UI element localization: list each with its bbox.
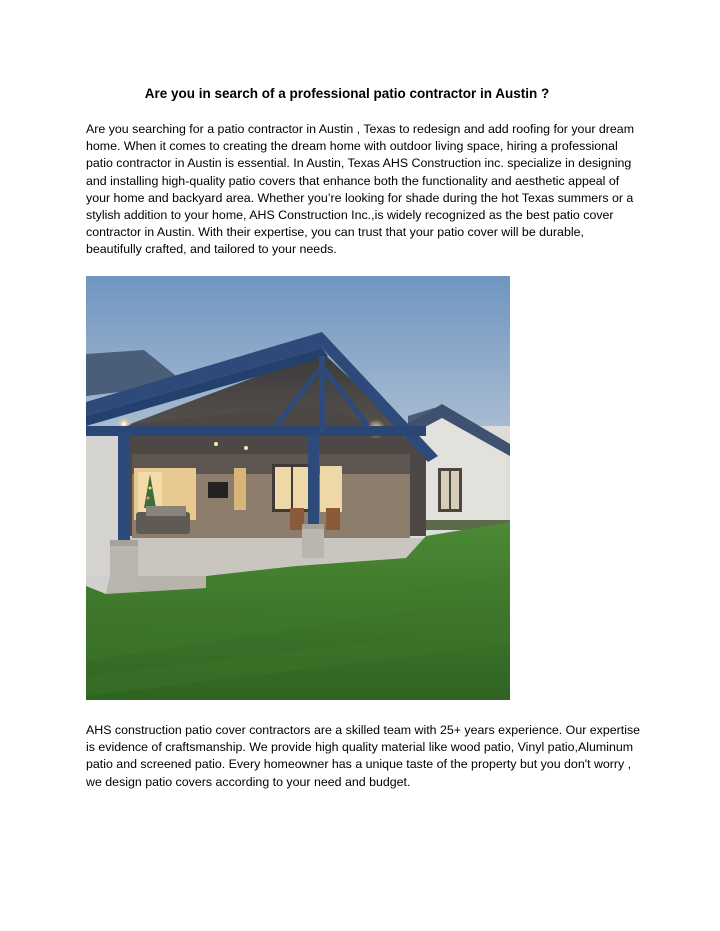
document-title: Are you in search of a professional patio contractor in Austin ? — [144, 86, 550, 101]
intro-paragraph: Are you searching for a patio contractor in Austin , Texas to redesign and add roofing for your dream home. When it comes to creating the dream home with outdoor living space, hiring a professional patio contractor in Austin is essential. In Austin, Texas AHS Construction inc. specialize in designing and installing high-quality patio covers that enhance both the functionality and aesthetic appeal of your home and backyard area. Whether you’re looking for shade during the hot Texas summers or a stylish addition to your home, AHS Construction Inc.,is widely recognized as the best patio cover contractor in Austin. With their expertise, you can trust that your patio cover will be durable, beautifully crafted, and tailored to your needs. — [86, 122, 635, 257]
patio-photo-illustration — [86, 276, 510, 700]
patio-photo — [86, 276, 510, 700]
company-paragraph: AHS construction patio cover contractors are a skilled team with 25+ years experience. Our expertise is evidence of craftsmanship. We provide high quality material like wood patio, Vinyl patio,Aluminum patio and screened patio. Every homeowner has a unique taste of the property but you don't worry , we design patio covers according to your need and budget. — [86, 723, 641, 789]
